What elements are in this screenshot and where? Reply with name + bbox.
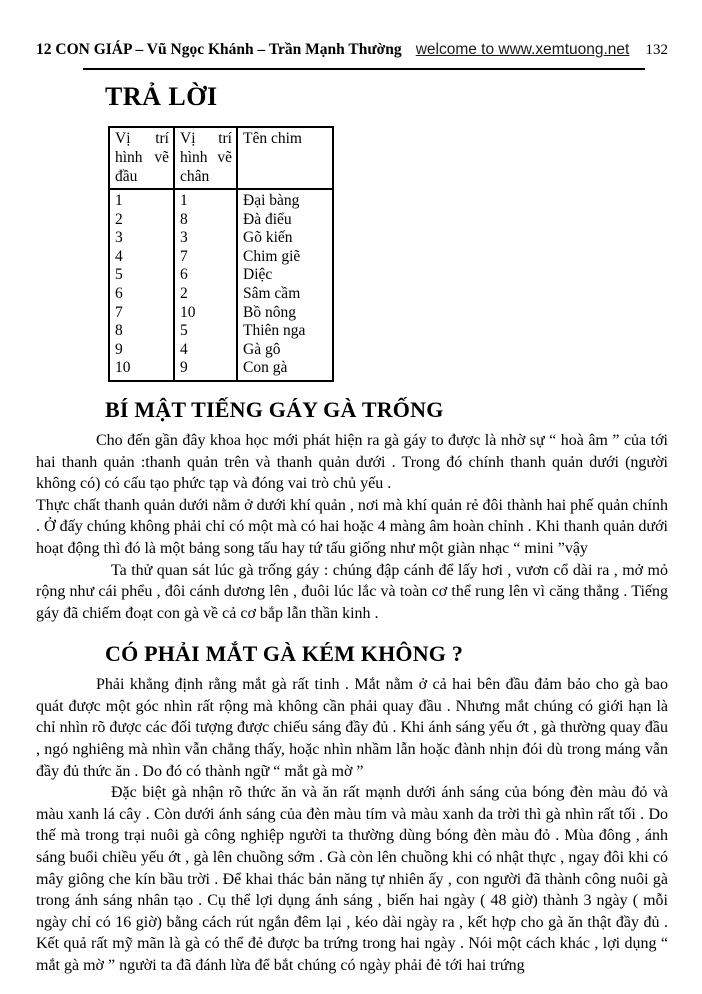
table-cell: 3 bbox=[174, 229, 237, 248]
table-cell: Thiên nga bbox=[237, 322, 333, 341]
table-cell: 5 bbox=[109, 266, 174, 285]
page-content bbox=[36, 82, 668, 977]
table-row bbox=[109, 285, 333, 304]
table-row bbox=[109, 322, 333, 341]
header-divider bbox=[83, 68, 645, 70]
page-title: TRẢ LỜI bbox=[105, 82, 218, 111]
table-cell: 9 bbox=[174, 359, 237, 381]
answer-table bbox=[108, 126, 334, 382]
table-header-cell: Tên chim bbox=[237, 127, 333, 189]
paragraph: Cho đến gần đây khoa học mới phát hiện ra gà gáy to được là nhờ sự “ hoà âm ” của tới hai thanh quản :thanh quản trên và thanh quản dưới . Trong đó chính thanh quản dưới (người không có) có cấu tạo phức tạp và đóng vai trò chủ yếu . bbox=[36, 431, 668, 493]
table-cell: 8 bbox=[109, 322, 174, 341]
table-cell: 4 bbox=[174, 341, 237, 360]
table-row bbox=[109, 304, 333, 323]
table-cell: 7 bbox=[174, 248, 237, 267]
section-heading-chicken-eyes: CÓ PHẢI MẮT GÀ KÉM KHÔNG ? bbox=[105, 641, 464, 667]
table-cell: Chim giẽ bbox=[237, 248, 333, 267]
table-cell: 7 bbox=[109, 304, 174, 323]
table-row bbox=[109, 359, 333, 381]
table-cell: 9 bbox=[109, 341, 174, 360]
paragraph: Thực chất thanh quản dưới nằm ở dưới khí quản , nơi mà khí quản rẻ đôi thành hai phế quản chính . Ở đấy chúng không phải chỉ có một mà có hai hoặc 4 màng âm hoàn chỉnh . Khi thanh quản dưới hoạt động thì đó là một bảng song tấu hay tứ tấu giống như một giàn nhạc “ mini ”vậy bbox=[36, 496, 668, 557]
table-cell: 2 bbox=[174, 285, 237, 304]
table-row bbox=[109, 189, 333, 211]
table-cell: Sâm cầm bbox=[237, 285, 333, 304]
table-cell: 6 bbox=[109, 285, 174, 304]
paragraph: Đặc biệt gà nhận rõ thức ăn và ăn rất mạnh dưới ánh sáng của bóng đèn màu đỏ và màu xanh lá cây . Còn dưới ánh sáng của đèn màu tím và màu xanh da trời thì gà nhìn rất tối . Do thế mà trong trại nuôi gà công nghiệp người ta thường dùng bóng đèn màu đỏ . Mùa đông , ánh sáng buổi chiều yếu ớt , gà lên chuồng sớm . Gà còn lên chuồng khi có nhật thực , ngay đôi khi có mây giông che kín bầu trời . Để khai thác bản năng tự nhiên ấy , con người đã thành công nuôi gà trong ánh sáng nhân tạo . Cụ thể lợi dụng ánh sáng , biến hai ngày ( 48 giờ) thành 3 ngày ( mỗi ngày chỉ có 16 giờ) bằng cách rút ngắn đêm lại , kéo dài ngày ra , kết hợp cho gà ăn thật đầy đủ . Kết quả rất mỹ mãn là gà có thể đẻ được ba trứng trong hai ngày . Nói một cách khác , lợi dụng “ mắt gà mờ ” người ta đã đánh lừa để bắt chúng có ngày phải đẻ tới hai trứng bbox=[36, 784, 668, 974]
table-cell: 1 bbox=[109, 189, 174, 211]
table-header-cell: Vị trí hình vẽ chân bbox=[174, 127, 237, 189]
answer-table-body bbox=[109, 189, 333, 381]
table-cell: 10 bbox=[109, 359, 174, 381]
table-cell: 1 bbox=[174, 189, 237, 211]
table-cell: Đại bàng bbox=[237, 189, 333, 211]
table-header-cell: Vị trí hình vẽ đầu bbox=[109, 127, 174, 189]
section-heading-rooster-crow: BÍ MẬT TIẾNG GÁY GÀ TRỐNG bbox=[105, 396, 444, 422]
table-cell: 10 bbox=[174, 304, 237, 323]
table-cell: 4 bbox=[109, 248, 174, 267]
table-row bbox=[109, 341, 333, 360]
table-cell: 6 bbox=[174, 266, 237, 285]
table-row bbox=[109, 229, 333, 248]
page-header bbox=[36, 41, 668, 59]
table-row bbox=[109, 211, 333, 230]
table-cell: 3 bbox=[109, 229, 174, 248]
table-cell: 8 bbox=[174, 211, 237, 230]
book-title: 12 CON GIÁP – Vũ Ngọc Khánh – Trần Mạnh Thường bbox=[36, 41, 402, 58]
site-link[interactable]: welcome to www.xemtuong.net bbox=[415, 41, 630, 58]
table-cell: Gõ kiến bbox=[237, 229, 333, 248]
paragraph: Ta thử quan sát lúc gà trống gáy : chúng đập cánh để lấy hơi , vươn cổ dài ra , mở mỏ rộng như cái phểu , đôi cánh dương lên , đuôi lúc lắc và toàn cơ thể rung lên vì căng thẳng . Tiếng gáy đã chiếm đoạt con gà về cả cơ bắp lẫn thần kinh . bbox=[36, 561, 668, 622]
answer-table-head bbox=[109, 127, 333, 189]
table-cell: Bồ nông bbox=[237, 304, 333, 323]
table-cell: 5 bbox=[174, 322, 237, 341]
table-cell: Gà gô bbox=[237, 341, 333, 360]
table-cell: 2 bbox=[109, 211, 174, 230]
table-cell: Con gà bbox=[237, 359, 333, 381]
table-header-row bbox=[109, 127, 333, 189]
table-cell: Đà điểu bbox=[237, 211, 333, 230]
table-cell: Diệc bbox=[237, 266, 333, 285]
table-row bbox=[109, 248, 333, 267]
table-row bbox=[109, 266, 333, 285]
paragraph: Phải khẳng định rằng mắt gà rất tinh . Mắt nằm ở cả hai bên đầu đảm bảo cho gà bao quát được một góc nhìn rất rộng mà không cần phải quay đầu . Nhưng mắt chúng có giới hạn là chỉ nhìn rõ được các đối tượng được chiếu sáng đầy đủ . Khi ánh sáng yếu ớt , gà thường quay đầu , ngó nghiêng mà nhìn vẫn chẳng thấy, hoặc nhìn nhầm lẫn hoặc đành nhịn đói dù trong máng vẫn đầy đủ thức ăn . Do đó có thành ngữ “ mắt gà mờ ” bbox=[36, 676, 668, 780]
page-number: 132 bbox=[645, 42, 668, 58]
